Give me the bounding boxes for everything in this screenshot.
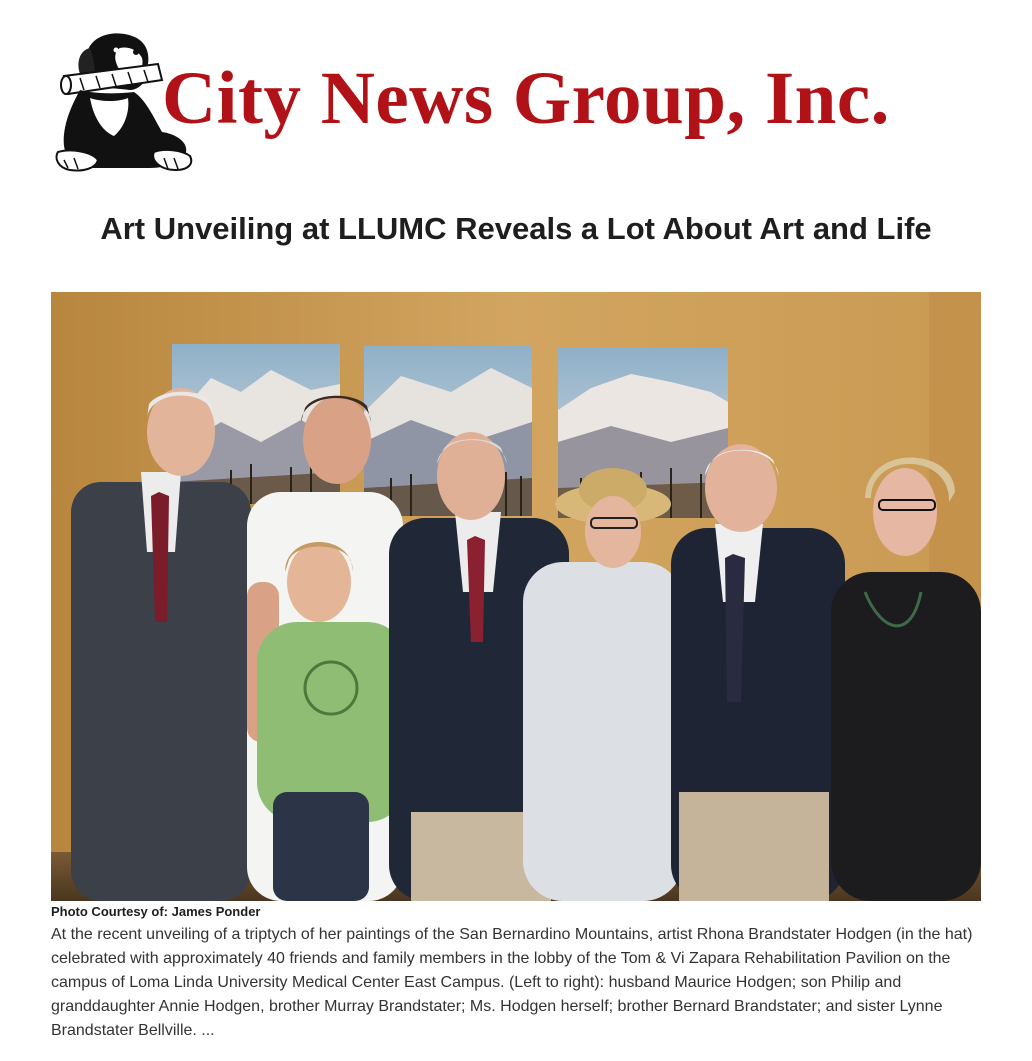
group-portrait-photo-icon [51,292,981,901]
article-headline: Art Unveiling at LLUMC Reveals a Lot About Art and Life [100,211,932,246]
masthead [50,28,980,178]
photo-credit: Photo Courtesy of: James Ponder [51,904,261,919]
brand-name[interactable]: City News Group, Inc. [162,57,890,140]
photo-caption: At the recent unveiling of a triptych of her paintings of the San Bernardino Mountains, artist Rhona Brandstater Hodgen (in the hat) celebrated with approximately 40 friends and family members in the lobby of the Tom & Vi Zapara Rehabilitation Pavilion on the campus of Loma Linda University Medical Center East Campus. (Left to right): husband Maurice Hodgen; son Philip and granddaughter Annie Hodgen, brother Murray Brandstater; Ms. Hodgen herself; brother Bernard Brandstater; and sister Lynne Brandstater Bellville. ... [51,926,973,1039]
